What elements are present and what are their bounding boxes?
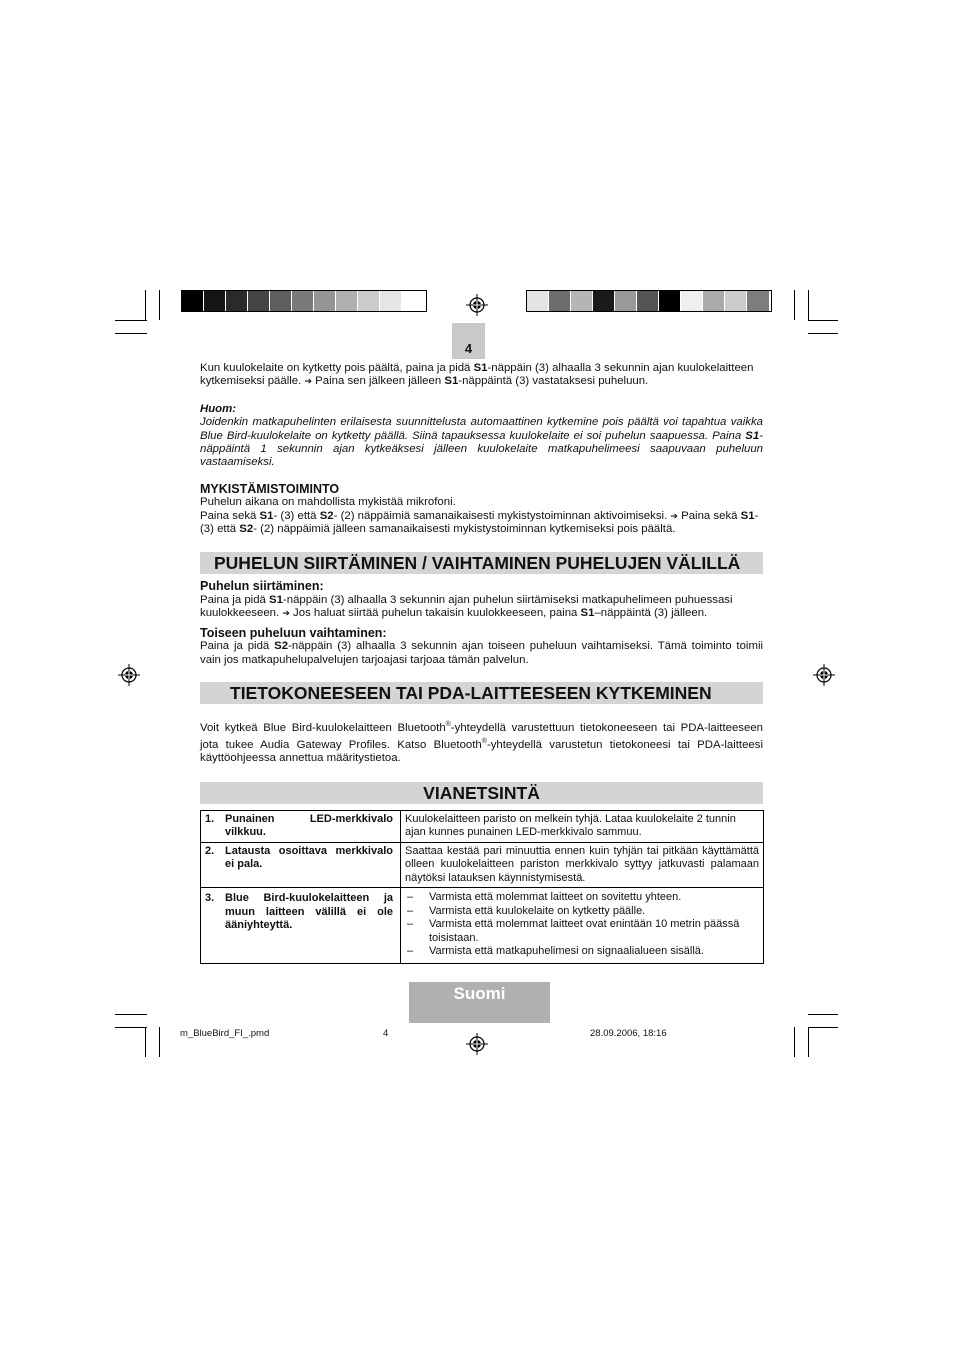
crop-mark (794, 290, 795, 320)
mute-paragraph: Paina sekä S1- (3) että S2- (2) näppäimiä samanaikaisesti mykistystoiminnan aktivoimiseksi. ➔ Paina sekä S1- (3) että S2- (2) näppäimiä jälleen samanaikaisesti mykistystoiminnan kytkemiseksi pois päältä. (200, 509, 759, 536)
subheading-switch-call: Toiseen puheluun vaihtaminen: (200, 625, 387, 640)
crop-mark (159, 290, 160, 320)
solution-cell: Kuulokelaitteen paristo on melkein tyhjä. Lataa kuulokelaite 2 tunnin ajan kunnes punainen LED-merkkivalo sammuu. (401, 810, 764, 842)
registration-mark-icon (813, 664, 835, 686)
registration-mark-icon (466, 1033, 488, 1055)
list-item: – Varmista että matkapuhelimesi on signaalialueen sisällä. (405, 945, 759, 959)
crop-mark (115, 333, 147, 334)
list-item: – Varmista että molemmat laitteet ovat enintään 10 metrin päässä toisistaan. (405, 918, 759, 945)
note-title: Huom: (200, 402, 237, 415)
crop-mark (159, 1027, 160, 1057)
page-number: 4 (464, 341, 473, 356)
problem-cell: 3. Blue Bird-kuulokelaitteen ja muun laitteen välillä ei ole ääniyhteyttä. (201, 888, 401, 964)
crop-mark (115, 320, 147, 321)
section-heading-troubleshooting: VIANETSINTÄ (200, 782, 763, 804)
grayscale-swatch-bar-left (181, 290, 427, 312)
arrow-icon: ➔ (304, 376, 312, 387)
footer-date: 28.09.2006, 18:16 (590, 1028, 667, 1039)
registration-mark-icon (118, 664, 140, 686)
table-row (201, 810, 764, 842)
crop-mark (115, 1027, 147, 1028)
crop-mark (808, 1014, 838, 1015)
note-text: Joidenkin matkapuhelinten erilaisesta suunnittelusta automaattinen kytkemine pois päältä voi tapahtua vaikka Blue Bird-kuulokelaite on kytketty päällä. Siinä tapauksessa kuulokelaite ei soi puhelun saapuessa. Paina S1-näppäintä 1 sekunnin ajan kytkeäksesi jälleen kuulokelaite matkapuhelimeesi saapuvaan puheluun vastaamiseksi. (200, 416, 763, 469)
pc-paragraph: Voit kytkeä Blue Bird-kuulokelaitteen Bluetooth®-yhteydellä varustettuun tietokoneeseen tai PDA-laitteeseen jota tukee Audia Gateway Profiles. Katso Bluetooth®-yhteydellä varustetun tietokoneesi tai PDA-laitteesi käyttöohjeessa annettua määritystietoa. (200, 720, 763, 765)
page-content (200, 362, 763, 964)
section-heading-transfer: PUHELUN SIIRTÄMINEN / VAIHTAMINEN PUHELUJEN VÄLILLÄ (200, 552, 763, 574)
subheading-transfer: Puhelun siirtäminen: (200, 579, 324, 594)
problem-cell: 2. Latausta osoittava merkkivalo ei pala. (201, 842, 401, 888)
crop-mark (808, 290, 809, 320)
footer-page: 4 (383, 1028, 389, 1039)
solution-cell: Saattaa kestää pari minuuttia ennen kuin tyhjän tai pitkään käyttämättä olleen kuulokelaitteen pariston merkkivalo syttyy jatkuvasti palamaan näytöksi latauksen käynnistymisestä. (401, 842, 764, 888)
crop-mark (115, 1014, 147, 1015)
mute-heading: MYKISTÄMISTOIMINTO (200, 481, 340, 496)
grayscale-swatch-bar-right (526, 290, 772, 312)
crop-mark (808, 333, 838, 334)
registration-mark-icon (466, 294, 488, 316)
solution-cell (401, 888, 764, 964)
table-row (201, 842, 764, 888)
crop-mark (808, 1027, 809, 1057)
mute-line-1: Puhelun aikana on mahdollista mykistää mikrofoni. (200, 496, 456, 509)
intro-paragraph: Kun kuulokelaite on kytketty pois päältä, paina ja pidä S1-näppäin (3) alhaalla 3 sekunnin ajan kuulokelaitteen kytkemiseksi päälle. ➔ Paina sen jälkeen jälleen S1-näppäintä (3) vastataksesi puheluun. (200, 362, 754, 388)
section-heading-pc: TIETOKONEESEEN TAI PDA-LAITTEESEEN KYTKEMINEN (200, 682, 763, 704)
arrow-icon: ➔ (282, 608, 290, 619)
crop-mark (145, 290, 146, 320)
transfer-paragraph: Paina ja pidä S1-näppäin (3) alhaalla 3 sekunnin ajan puhelun siirtämiseksi matkapuhelimeen puhuessasi kuulokkeeseen. ➔ Jos haluat siirtää puhelun takaisin kuulokkeeseen, paina S1–näppäintä (3) jälleen. (200, 593, 733, 620)
table-row (201, 888, 764, 964)
arrow-icon: ➔ (670, 510, 678, 521)
page-number-tab (452, 323, 485, 359)
switch-call-paragraph: Paina ja pidä S2-näppäin (3) alhaalla 3 sekunnin ajan toiseen puheluun vaihtamiseksi. Tämä toiminto toimii vain jos matkapuhelupalvelujen tarjoajasi tarjoaa tämän palvelun. (200, 640, 764, 666)
crop-mark (808, 320, 838, 321)
crop-mark (794, 1027, 795, 1057)
solution-list (405, 891, 759, 959)
language-tab: Suomi (409, 982, 550, 1023)
footer-filename: m_BlueBird_FI_.pmd (180, 1028, 270, 1039)
crop-mark (145, 1027, 146, 1057)
list-item: – Varmista että molemmat laitteet on sovitettu yhteen. (405, 891, 759, 905)
list-item: – Varmista että kuulokelaite on kytketty päälle. (405, 905, 759, 919)
problem-cell: 1. Punainen LED-merkkivalo vilkkuu. (201, 810, 401, 842)
crop-mark (808, 1027, 838, 1028)
troubleshooting-table (200, 810, 764, 964)
